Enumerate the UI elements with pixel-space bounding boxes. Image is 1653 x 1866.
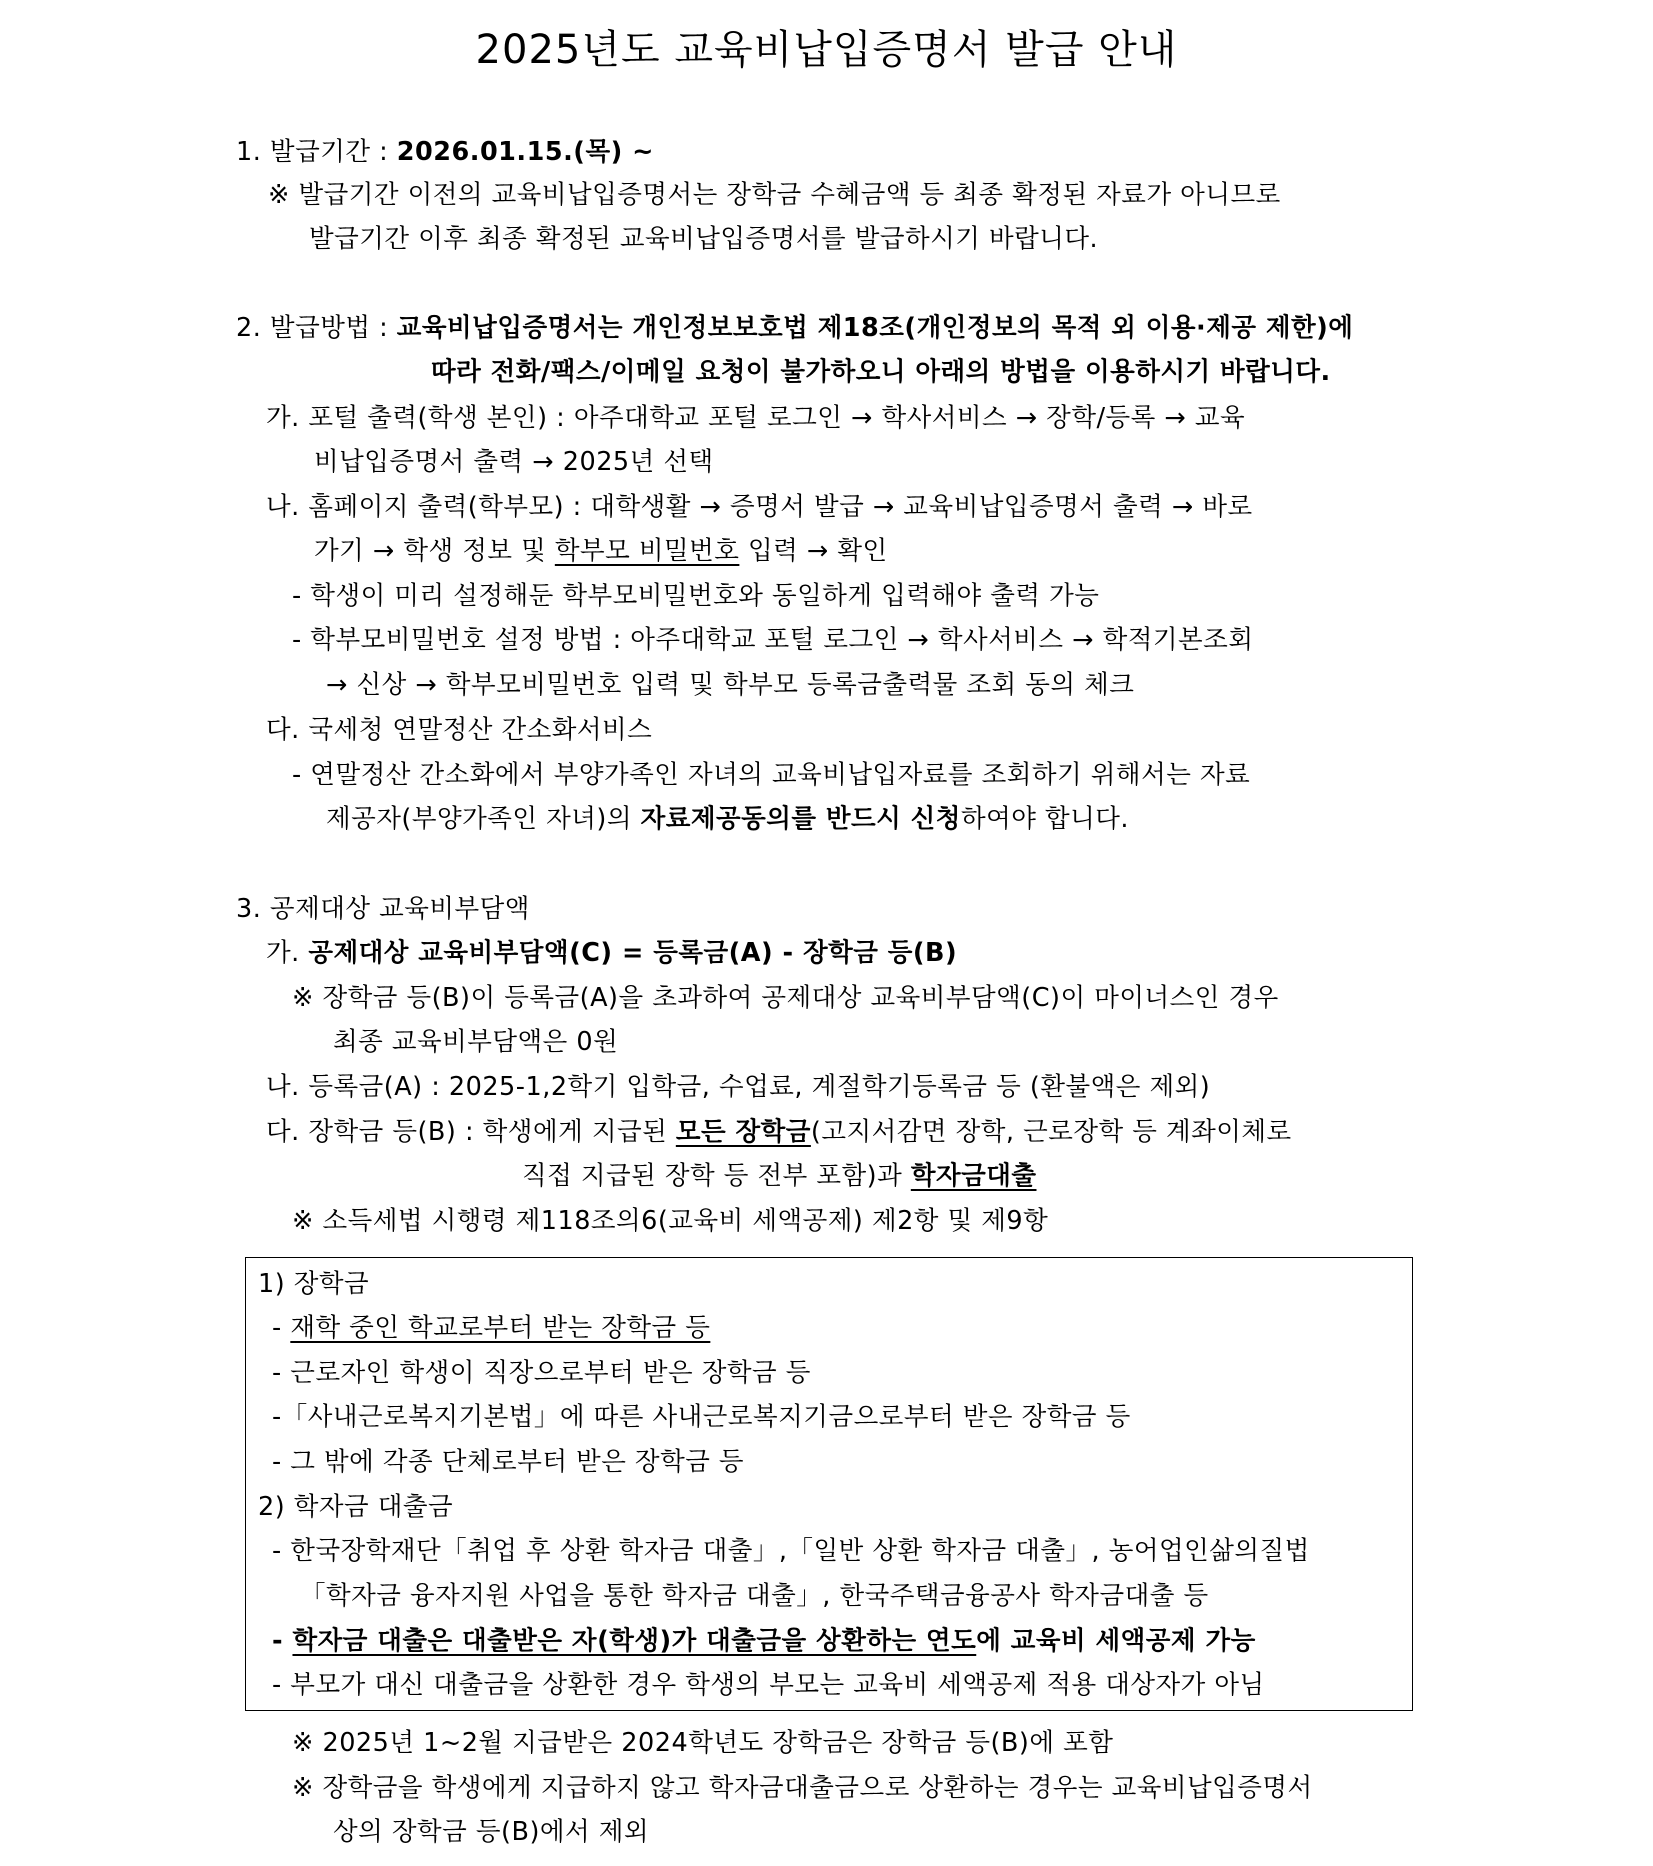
section-2-label: 2. 발급방법 : <box>236 313 397 343</box>
scholarship-definition-line2 <box>522 1159 1036 1193</box>
box-dash: - <box>272 1313 291 1343</box>
box-loan-item-1-line1: - 한국장학재단「취업 후 상환 학자금 대출」,「일반 상환 학자금 대출」, 농어업인삶의질법 <box>272 1536 1310 1566</box>
box-loan-item-1-line2: 「학자금 융자지원 사업을 통한 학자금 대출」, 한국주택금융공사 학자금대출 등 <box>300 1581 1209 1611</box>
password-setup-line2: → 신상 → 학부모비밀번호 입력 및 학부모 등록금출력물 조회 동의 체크 <box>326 670 1135 700</box>
homepage-output-line1: 나. 홈페이지 출력(학부모) : 대학생활 → 증명서 발급 → 교육비납입증명서 출력 → 바로 <box>266 492 1253 522</box>
portal-output-line1: 가. 포털 출력(학생 본인) : 아주대학교 포털 로그인 → 학사서비스 → 장학/등록 → 교육 <box>266 403 1246 433</box>
section-3-heading: 3. 공제대상 교육비부담액 <box>236 894 530 924</box>
homepage-output-text: 가기 → 학생 정보 및 <box>314 536 555 566</box>
scholarship-definition-text: 다. 장학금 등(B) : 학생에게 지급된 <box>266 1117 676 1147</box>
box-dash-2: - <box>272 1626 293 1656</box>
deductible-formula-text: 공제대상 교육비부담액(C) = 등록금(A) - 장학금 등(B) <box>308 938 958 968</box>
issue-method-line2: 따라 전화/팩스/이메일 요청이 불가하오니 아래의 방법을 이용하시기 바랍니다. <box>431 357 1331 387</box>
section-1-heading <box>236 135 654 169</box>
section-1-label: 1. 발급기간 : <box>236 137 397 167</box>
box-scholarship-item-1-text: 재학 중인 학교로부터 받는 장학금 등 <box>290 1313 711 1343</box>
tuition-definition: 나. 등록금(A) : 2025-1,2학기 입학금, 수업료, 계절학기등록금 등 (환불액은 제외) <box>266 1072 1211 1102</box>
loan-deduction-text: 에 교육비 세액공제 가능 <box>976 1626 1256 1656</box>
section-2-heading <box>236 311 1353 345</box>
homepage-output-tail: 입력 → 확인 <box>739 536 888 566</box>
scholarship-definition-text2: 직접 지급된 장학 등 전부 포함)과 <box>522 1161 911 1191</box>
password-setup-line1: - 학부모비밀번호 설정 방법 : 아주대학교 포털 로그인 → 학사서비스 → 학적기본조회 <box>292 625 1254 655</box>
nts-service-text: 제공자(부양가족인 자녀)의 <box>326 804 641 834</box>
footer-note-2-line1: ※ 장학금을 학생에게 지급하지 않고 학자금대출금으로 상환하는 경우는 교육비납입증명서 <box>292 1773 1313 1803</box>
box-loan-item-3: - 부모가 대신 대출금을 상환한 경우 학생의 부모는 교육비 세액공제 적용 대상자가 아님 <box>272 1670 1265 1700</box>
issue-period: 2026.01.15.(목) ~ <box>396 137 654 167</box>
parent-password-text: 학부모 비밀번호 <box>554 536 740 566</box>
formula-note-line2: 최종 교육비부담액은 0원 <box>333 1027 619 1057</box>
consent-required-text: 자료제공동의를 반드시 신청 <box>640 804 961 834</box>
box-heading-loan: 2) 학자금 대출금 <box>258 1492 454 1522</box>
box-heading-scholarship: 1) 장학금 <box>258 1269 370 1299</box>
password-note: - 학생이 미리 설정해둔 학부모비밀번호와 동일하게 입력해야 출력 가능 <box>292 581 1100 611</box>
homepage-output-line2 <box>314 534 888 568</box>
nts-service-heading: 다. 국세청 연말정산 간소화서비스 <box>266 715 653 745</box>
page-title: 2025년도 교육비납입증명서 발급 안내 <box>475 27 1178 73</box>
box-scholarship-item-4: - 그 밖에 각종 단체로부터 받은 장학금 등 <box>272 1447 745 1477</box>
box-scholarship-item-1 <box>272 1311 710 1345</box>
deductible-formula-prefix: 가. <box>266 938 309 968</box>
deductible-formula <box>266 936 957 970</box>
issue-method-line1: 교육비납입증명서는 개인정보보호법 제18조(개인정보의 목적 외 이용·제공 제한)에 <box>396 313 1354 343</box>
formula-note-line1: ※ 장학금 등(B)이 등록금(A)을 초과하여 공제대상 교육비부담액(C)이 마이너스인 경우 <box>292 983 1279 1013</box>
nts-service-tail: 하여야 합니다. <box>960 804 1129 834</box>
box-loan-item-2 <box>272 1624 1256 1658</box>
nts-service-line1: - 연말정산 간소화에서 부양가족인 자녀의 교육비납입자료를 조회하기 위해서는 자료 <box>292 760 1251 790</box>
section-1-note-line1: ※ 발급기간 이전의 교육비납입증명서는 장학금 수혜금액 등 최종 확정된 자료가 아니므로 <box>268 180 1281 210</box>
portal-output-line2: 비납입증명서 출력 → 2025년 선택 <box>314 447 714 477</box>
student-loan-text: 학자금대출 <box>910 1161 1037 1191</box>
footer-note-2-line2: 상의 장학금 등(B)에서 제외 <box>333 1817 650 1847</box>
box-scholarship-item-2: - 근로자인 학생이 직장으로부터 받은 장학금 등 <box>272 1358 811 1388</box>
section-1-note-line2: 발급기간 이후 최종 확정된 교육비납입증명서를 발급하시기 바랍니다. <box>309 224 1099 254</box>
law-reference: ※ 소득세법 시행령 제118조의6(교육비 세액공제) 제2항 및 제9항 <box>292 1206 1049 1236</box>
loan-repayment-year-text: 학자금 대출은 대출받은 자(학생)가 대출금을 상환하는 연도 <box>292 1626 977 1656</box>
all-scholarships-text: 모든 장학금 <box>675 1117 811 1147</box>
box-scholarship-item-3: -「사내근로복지기본법」에 따른 사내근로복지기금으로부터 받은 장학금 등 <box>272 1402 1131 1432</box>
scholarship-definition-line1 <box>266 1115 1292 1149</box>
scholarship-definition-tail: (고지서감면 장학, 근로장학 등 계좌이체로 <box>810 1117 1292 1147</box>
footer-note-1: ※ 2025년 1~2월 지급받은 2024학년도 장학금은 장학금 등(B)에 포함 <box>292 1728 1114 1758</box>
nts-service-line2 <box>326 802 1129 836</box>
